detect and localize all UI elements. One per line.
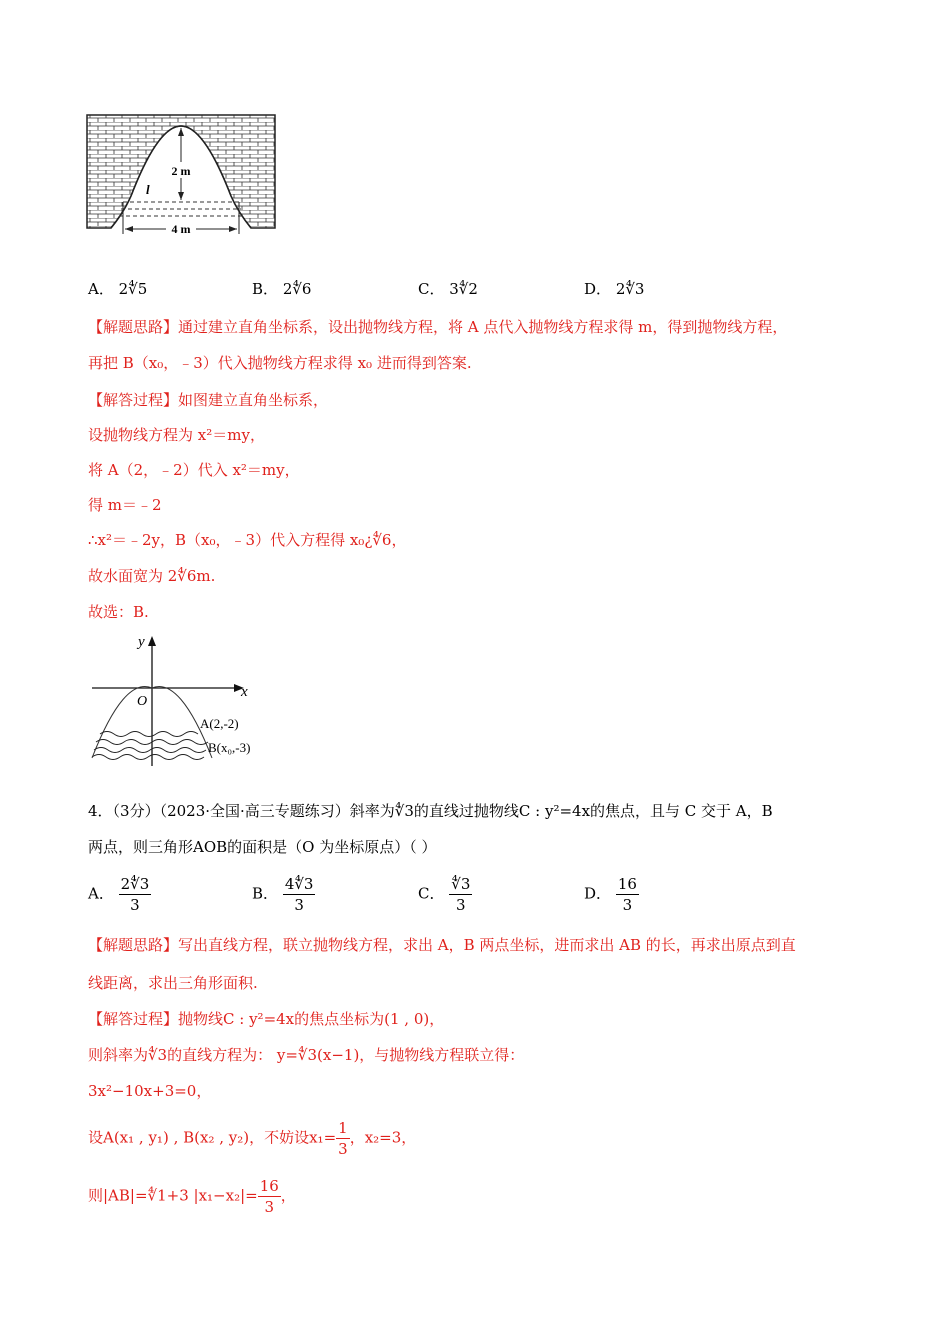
fig1-height-label: 2 m bbox=[171, 164, 191, 178]
q4-option-b: B． $\frac{4∜3}{3}$ bbox=[252, 875, 314, 914]
fig2-x-label: x bbox=[241, 684, 248, 700]
q3-solution-line7: 故选：B. bbox=[88, 603, 149, 621]
q3-solution-line4: 得 m＝﹣2 bbox=[88, 496, 162, 514]
fig2-origin-label: O bbox=[137, 694, 148, 709]
q4-stem-line2: 两点，则三角形AOB的面积是（O 为坐标原点）（ ） bbox=[88, 838, 437, 856]
q3-option-b: B． 2∜6 bbox=[252, 280, 312, 298]
fig2-point-b: B(x₀,-3) bbox=[208, 740, 251, 755]
q3-analysis-line2: 再把 B（x₀，﹣3）代入抛物线方程求得 x₀ 进而得到答案. bbox=[88, 354, 472, 372]
q3-solution-line1: 【解答过程】如图建立直角坐标系， bbox=[88, 391, 329, 409]
tunnel-figure bbox=[86, 114, 278, 234]
q4-solution-line4: 设A(x₁ , y₁) , B(x₂ , y₂)，不妨设x₁= $\frac{1}{3}$ ，x₂=3， bbox=[88, 1119, 417, 1158]
coordinate-figure bbox=[86, 632, 286, 772]
q3-solution-line3: 将 A（2，﹣2）代入 x²＝my， bbox=[88, 461, 300, 479]
q4-solution-line5: 则|AB|=∜1+3 |x₁−x₂|= $\frac{16}{3}$ ， bbox=[88, 1177, 296, 1216]
q4-option-d: D． $\frac{16}{3}$ bbox=[584, 875, 637, 914]
fig1-curve-label: l bbox=[146, 182, 150, 197]
q4-option-a: A． $\frac{2∜3}{3}$ bbox=[88, 875, 150, 914]
q3-solution-line2: 设抛物线方程为 x²＝my， bbox=[88, 426, 265, 444]
fig1-width-label: 4 m bbox=[171, 222, 191, 234]
q3-option-a: A． 2∜5 bbox=[88, 280, 148, 298]
fig2-point-a: A(2,-2) bbox=[200, 716, 239, 731]
q4-analysis-line1: 【解题思路】写出直线方程，联立抛物线方程，求出 A，B 两点坐标，进而求出 AB 的长，再求出原点到直 bbox=[88, 936, 796, 954]
q4-solution-line1: 【解答过程】抛物线C : y²=4x的焦点坐标为(1 , 0)， bbox=[88, 1010, 445, 1028]
fig2-y-label: y bbox=[138, 634, 145, 650]
q3-analysis-line1: 【解题思路】通过建立直角坐标系，设出抛物线方程，将 A 点代入抛物线方程求得 m，得到抛物线方程， bbox=[88, 318, 788, 336]
q4-stem-line1: 4．（3分）（2023·全国·高三专题练习）斜率为∜3的直线过抛物线C : y²=4x的焦点，且与 C 交于 A，B bbox=[88, 802, 773, 820]
q4-analysis-line2: 线距离，求出三角形面积. bbox=[88, 974, 258, 992]
q3-option-c: C． 3∜2 bbox=[418, 280, 478, 298]
q3-option-d: D． 2∜3 bbox=[584, 280, 645, 298]
q4-solution-line2: 则斜率为∜3的直线方程为： y=∜3(x−1)，与抛物线方程联立得： bbox=[88, 1046, 525, 1064]
q3-solution-line6: 故水面宽为 2∜6m. bbox=[88, 567, 216, 585]
q4-option-c: C． $\frac{∜3}{3}$ bbox=[418, 875, 471, 914]
q3-solution-line5: ∴x²＝﹣2y，B（x₀，﹣3）代入方程得 x₀¿∜6， bbox=[88, 531, 407, 549]
q4-solution-line3: 3x²−10x+3=0， bbox=[88, 1082, 212, 1100]
